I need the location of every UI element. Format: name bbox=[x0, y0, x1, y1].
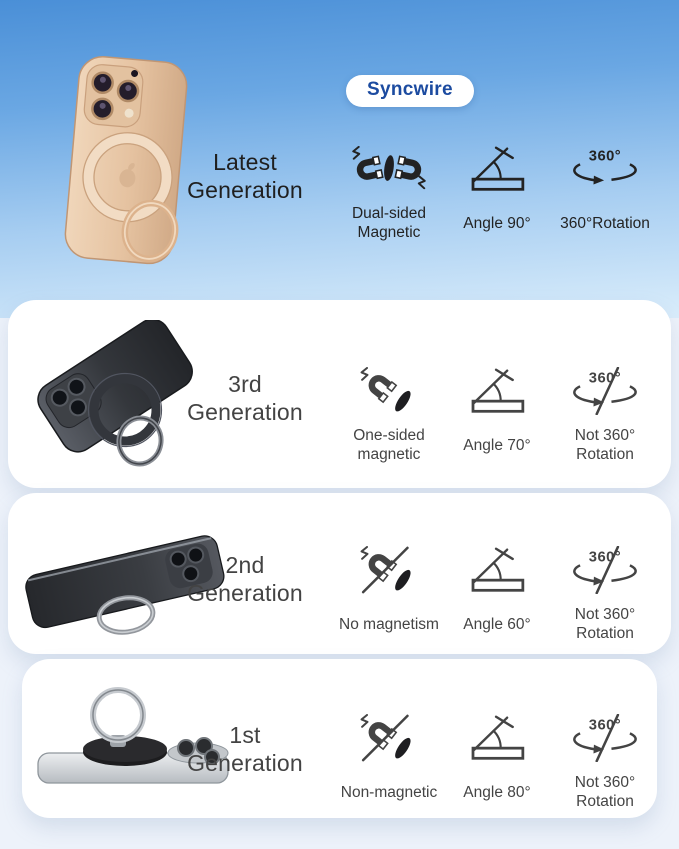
angle-icon bbox=[458, 145, 536, 193]
first-generation-features bbox=[330, 711, 664, 814]
feature-label: One-sided magnetic bbox=[353, 427, 425, 463]
not-360-rotation-icon bbox=[566, 367, 644, 415]
third-generation-title: 3rd Generation bbox=[187, 371, 303, 425]
feature-non-magnetic bbox=[330, 711, 448, 814]
third-generation-features bbox=[330, 364, 664, 467]
svg-text:360°: 360° bbox=[588, 148, 622, 165]
feature-label: Dual-sided Magnetic bbox=[351, 205, 427, 241]
svg-text:360°: 360° bbox=[588, 549, 622, 566]
feature-label: Non-magnetic bbox=[340, 783, 438, 801]
title-line-2: Generation bbox=[187, 177, 303, 203]
angle-icon bbox=[458, 367, 536, 415]
brand-badge bbox=[346, 75, 474, 107]
second-generation-card bbox=[8, 493, 671, 654]
angle-icon bbox=[458, 546, 536, 594]
feature-360-rotation bbox=[546, 142, 664, 245]
not-360-rotation-icon bbox=[566, 714, 644, 762]
angle-icon bbox=[458, 714, 536, 762]
feature-label: Angle 70° bbox=[463, 436, 531, 454]
one-sided-magnet-icon bbox=[350, 367, 428, 415]
hero-section bbox=[0, 0, 679, 318]
feature-no-magnetism bbox=[330, 543, 448, 646]
feature-angle-70 bbox=[448, 364, 546, 467]
brand-badge-label: Syncwire bbox=[367, 79, 453, 100]
feature-angle-90 bbox=[448, 142, 546, 245]
dual-sided-magnet-icon bbox=[350, 145, 428, 193]
feature-label: Angle 90° bbox=[463, 214, 531, 232]
first-generation-title: 1st Generation bbox=[187, 722, 303, 776]
no-magnet-icon bbox=[350, 546, 428, 594]
feature-not-360-rotation bbox=[546, 543, 664, 646]
svg-text:360°: 360° bbox=[588, 370, 622, 387]
feature-label: Not 360° Rotation bbox=[574, 774, 636, 810]
feature-label: Angle 80° bbox=[463, 783, 531, 801]
latest-generation-features bbox=[330, 142, 664, 245]
feature-not-360-rotation bbox=[546, 711, 664, 814]
feature-label: Not 360° Rotation bbox=[574, 427, 636, 463]
second-generation-title: 2nd Generation bbox=[187, 552, 303, 606]
feature-angle-80 bbox=[448, 711, 546, 814]
not-360-rotation-icon bbox=[566, 546, 644, 594]
feature-one-sided-magnetic bbox=[330, 364, 448, 467]
svg-text:360°: 360° bbox=[588, 717, 622, 734]
second-generation-features bbox=[330, 543, 664, 646]
latest-generation-title bbox=[150, 148, 340, 204]
feature-angle-60 bbox=[448, 543, 546, 646]
rotation-360-icon bbox=[566, 145, 644, 193]
feature-not-360-rotation bbox=[546, 364, 664, 467]
title-line-1: Latest bbox=[213, 149, 277, 175]
feature-label: No magnetism bbox=[339, 615, 439, 633]
feature-label: Angle 60° bbox=[463, 615, 531, 633]
feature-label: 360°Rotation bbox=[560, 214, 650, 232]
feature-label: Not 360° Rotation bbox=[574, 606, 636, 642]
third-generation-card bbox=[8, 300, 671, 488]
first-generation-card bbox=[22, 659, 657, 818]
no-magnet-icon bbox=[350, 714, 428, 762]
feature-dual-sided-magnetic bbox=[330, 142, 448, 245]
